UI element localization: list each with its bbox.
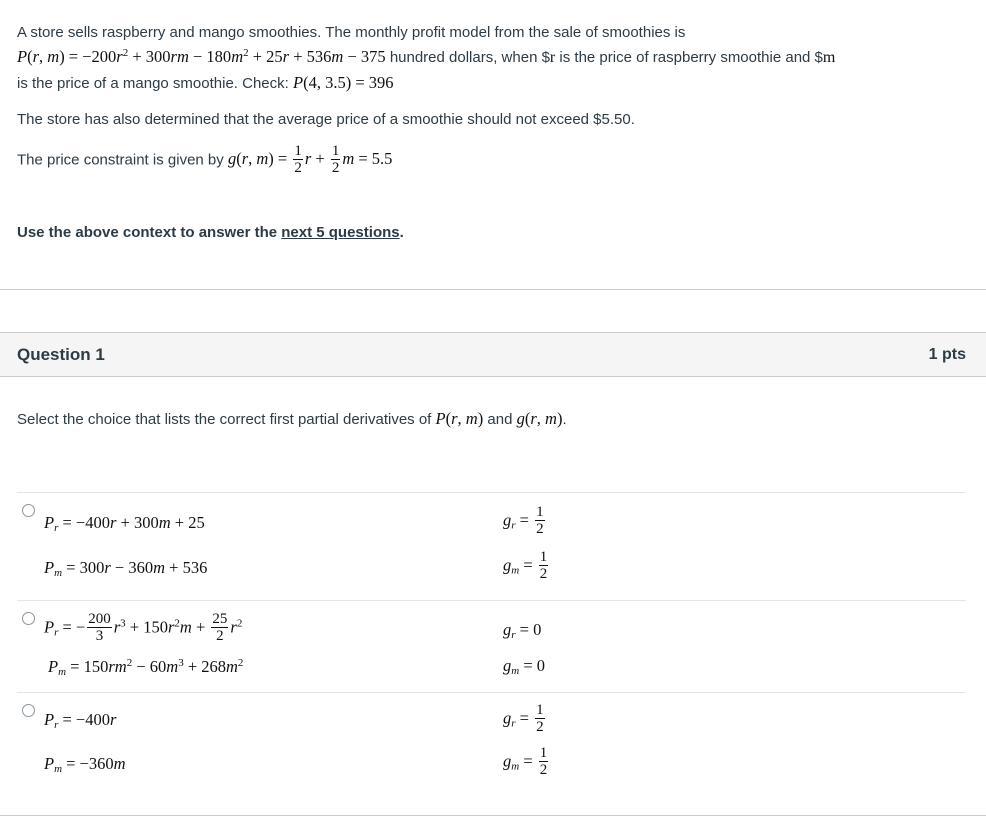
question-points: 1 pts — [928, 346, 966, 363]
prompt-text: Select the choice that lists the correct first partial derivatives of — [17, 411, 432, 428]
constraint-equation: g(r, m) = $\frac{1}{2}$ r + $\frac{1}{2}$ m = 5.5 — [227, 143, 393, 176]
check-equation: P(4, 3.5) = 396 — [292, 73, 394, 92]
answer-divider — [17, 492, 966, 493]
divider — [0, 289, 986, 290]
constraint-label: The price constraint is given by — [17, 151, 224, 169]
answer-1-pr: $P_r = -400r + 300m + 25$ — [44, 513, 205, 534]
answer-2-pr: $P_r$ = − $\frac{200}{3}$ $r^3 + 150r^2m$ + $\frac{25}{2}$ $r^2$ — [44, 611, 243, 644]
use-context-line — [17, 222, 972, 244]
context-line-1: A store sells raspberry and mango smoothies. The monthly profit model from the sale of smoothies is — [17, 24, 686, 41]
context-line-3 — [17, 72, 972, 95]
next-questions-link[interactable]: next 5 questions — [281, 224, 400, 241]
answer-3-pm: $P_m = -360m$ — [44, 754, 126, 775]
answer-3-gr: $g_r$ = $\frac{1}{2}$ — [503, 702, 544, 735]
answer-2-radio[interactable] — [22, 612, 35, 625]
answer-3-pr: $P_r = -400r$ — [44, 710, 117, 731]
answer-3-gm: $g_m$ = $\frac{1}{2}$ — [503, 745, 548, 778]
answer-1-pm: $P_m = 300r - 360m + 536$ — [44, 558, 208, 579]
constraint-line — [17, 144, 972, 177]
answer-divider — [17, 692, 966, 693]
answer-2-gr: $g_r = 0$ — [503, 620, 542, 641]
context-line-2 — [17, 46, 972, 69]
prompt-function-p: P(r, m) — [435, 409, 484, 428]
answer-2-gm: $g_m = 0$ — [503, 656, 546, 677]
answer-3-radio[interactable] — [22, 704, 35, 717]
profit-model-equation: P(r, $m) = -200r^2 + 300rm - 180m^2 + 25r + 536m - 375$ — [17, 47, 386, 66]
prompt-and: and — [487, 411, 513, 428]
use-context-suffix: . — [399, 224, 404, 241]
answer-1-gr: $g_r$ = $\frac{1}{2}$ — [503, 504, 544, 537]
answer-1-radio[interactable] — [22, 504, 35, 517]
question-prompt — [17, 408, 972, 431]
divider — [0, 815, 986, 816]
question-header — [0, 332, 986, 377]
context-line-2-text: hundred dollars, when $r is the price of raspberry smoothie and $m — [389, 49, 836, 66]
answer-2-pm: $P_m = 150rm^2 - 60m^3 + 268m^2$ — [48, 657, 244, 678]
use-context-prefix: Use the above context to answer the — [17, 224, 282, 241]
fraction-one-half: $\frac{1}{2}$ — [331, 143, 340, 176]
fraction-one-half: $\frac{1}{2}$ — [294, 143, 302, 176]
context-line-3-text: is the price of a mango smoothie. Check: — [17, 75, 289, 92]
question-title: Question 1 — [17, 345, 105, 364]
answer-divider — [17, 600, 966, 601]
prompt-function-g: g(r, m) — [516, 409, 563, 428]
context-paragraph-2: The store has also determined that the average price of a smoothie should not exceed $5.50. — [17, 111, 635, 128]
prompt-suffix: . — [562, 411, 567, 428]
answer-1-gm: $g_m$ = $\frac{1}{2}$ — [503, 549, 548, 582]
